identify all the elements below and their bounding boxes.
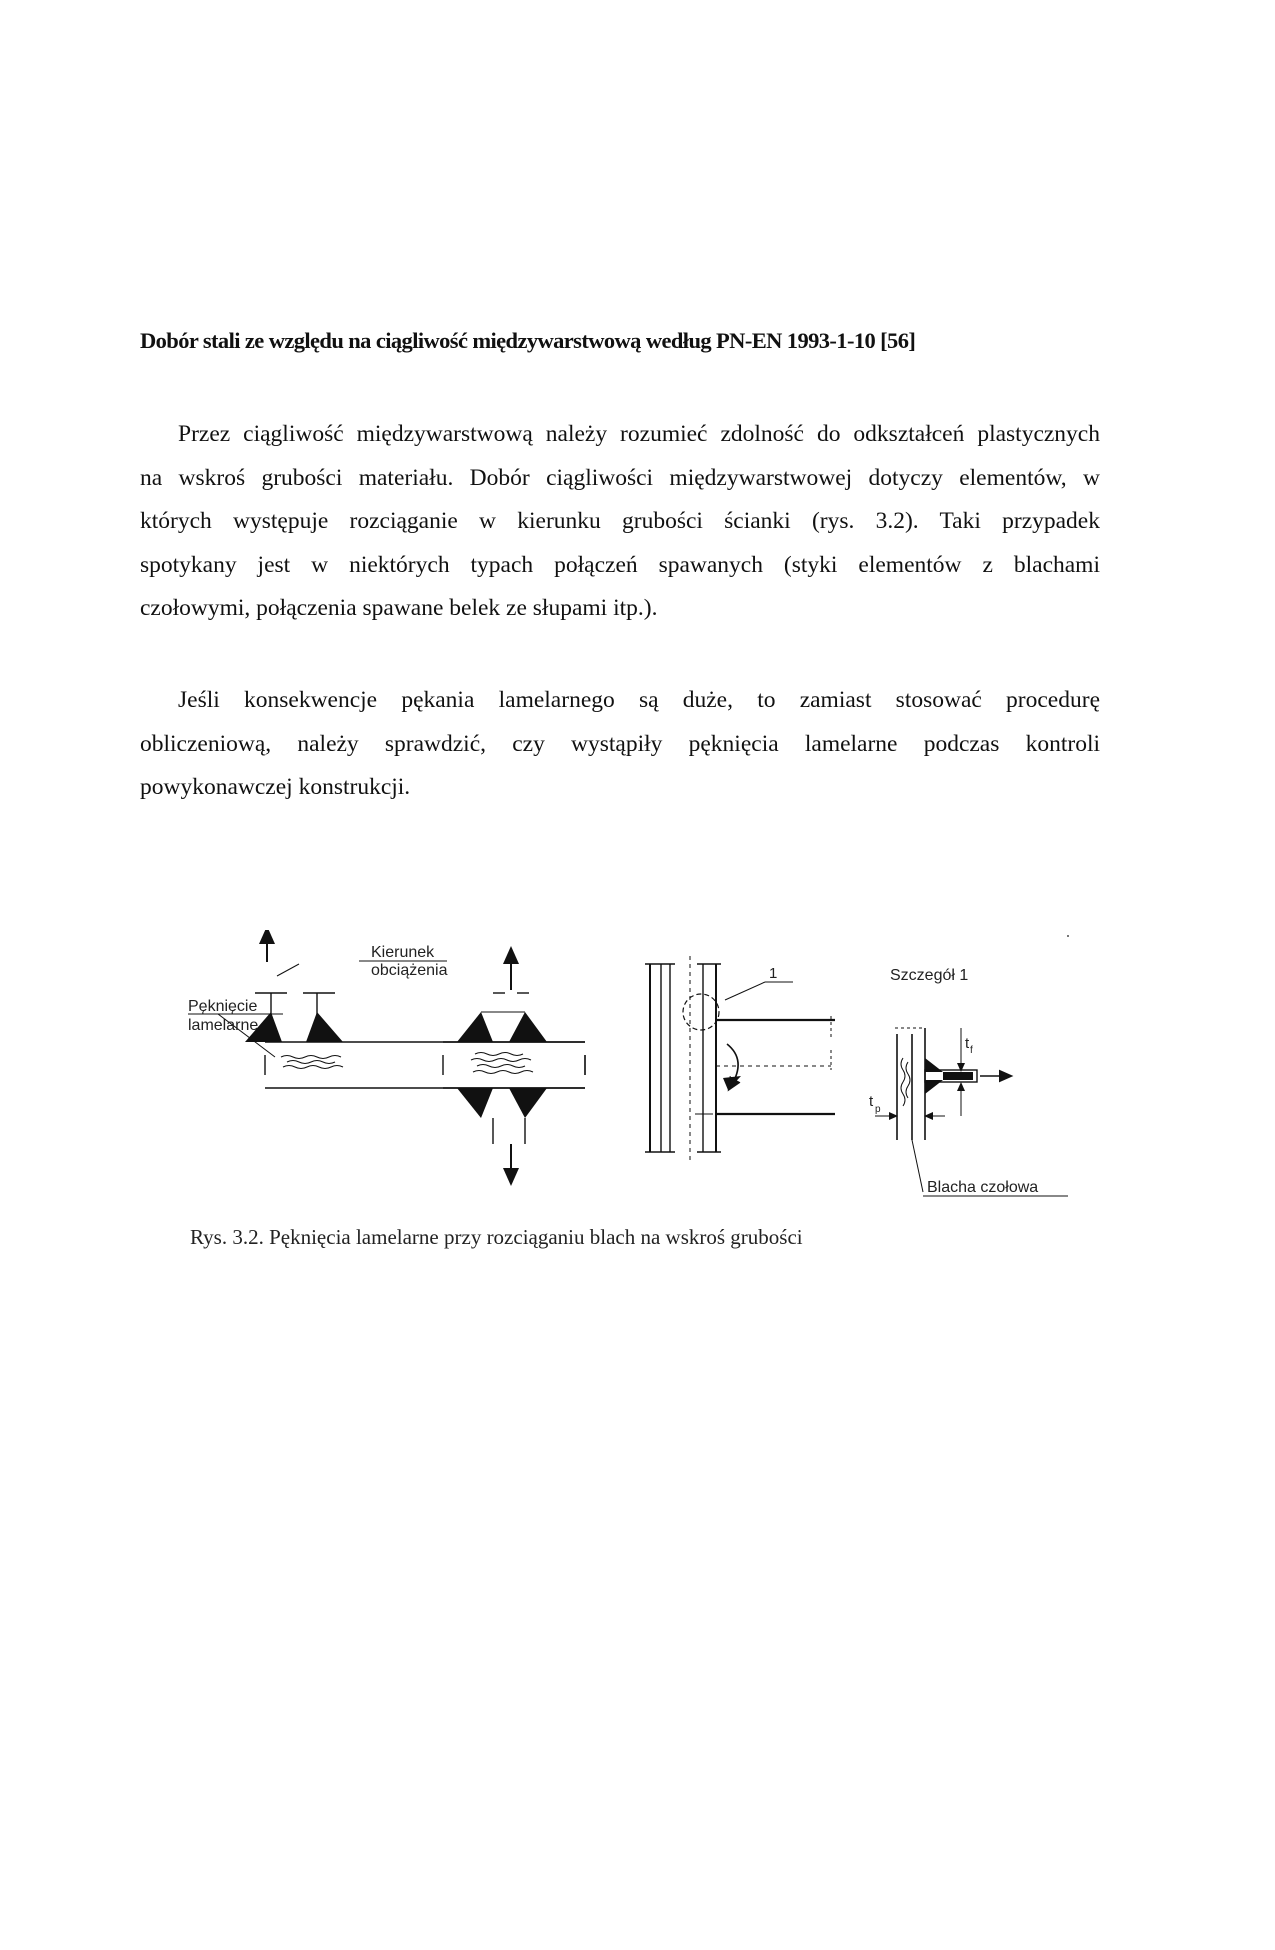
load-direction-label: Kierunek: [371, 944, 435, 961]
paragraph-1: [140, 413, 1100, 631]
paragraph-2-line: powykonawczej konstrukcji.: [140, 774, 411, 800]
detail-ref-label: 1: [769, 965, 778, 982]
tp-label: t: [869, 1093, 874, 1110]
detail-1-diagram: [869, 967, 1068, 1196]
figure-lamellar-tearing: [175, 930, 1075, 1220]
t-joint-diagram: [188, 934, 585, 1088]
paragraph-1-line: czołowymi, połączenia spawane belek ze słupami itp.).: [140, 595, 658, 621]
detail-title: Szczegół 1: [890, 967, 969, 984]
crack-label: lamelarne: [188, 1017, 259, 1034]
cruciform-joint-diagram: [443, 954, 585, 1178]
tf-label: t: [965, 1035, 970, 1052]
paragraph-1-line: których występuje rozciąganie w kierunku grubości ścianki (rys. 3.2). Taki przypadek: [140, 508, 1100, 534]
paragraph-1-line: na wskroś grubości materiału. Dobór ciągliwości międzywarstwowej dotyczy elementów, w: [140, 464, 1100, 491]
crack-label: Pęknięcie: [188, 998, 258, 1015]
figure-caption: Rys. 3.2. Pęknięcia lamelarne przy rozciąganiu blach na wskroś grubości: [190, 1225, 803, 1249]
end-plate-label: Blacha czołowa: [927, 1179, 1039, 1196]
paragraph-2: [140, 679, 1100, 810]
section-title: Dobór stali ze względu na ciągliwość międzywarstwową według PN-EN 1993-1-10 [56]: [140, 328, 916, 353]
tp-subscript: p: [875, 1104, 881, 1115]
paragraph-2-line: obliczeniową, należy sprawdzić, czy wystąpiły pęknięcia lamelarne podczas kontroli: [140, 730, 1100, 757]
tf-subscript: f: [970, 1045, 973, 1056]
beam-column-diagram: [645, 956, 835, 1162]
paragraph-1-line: Przez ciągliwość międzywarstwową należy rozumieć zdolność do odkształceń plastycznych: [178, 421, 1100, 447]
load-direction-label: obciążenia: [371, 962, 448, 979]
paragraph-2-line: Jeśli konsekwencje pękania lamelarnego są duże, to zamiast stosować procedurę: [178, 687, 1100, 713]
paragraph-1-line: spotykany jest w niektórych typach połączeń spawanych (styki elementów z blachami: [140, 551, 1100, 578]
